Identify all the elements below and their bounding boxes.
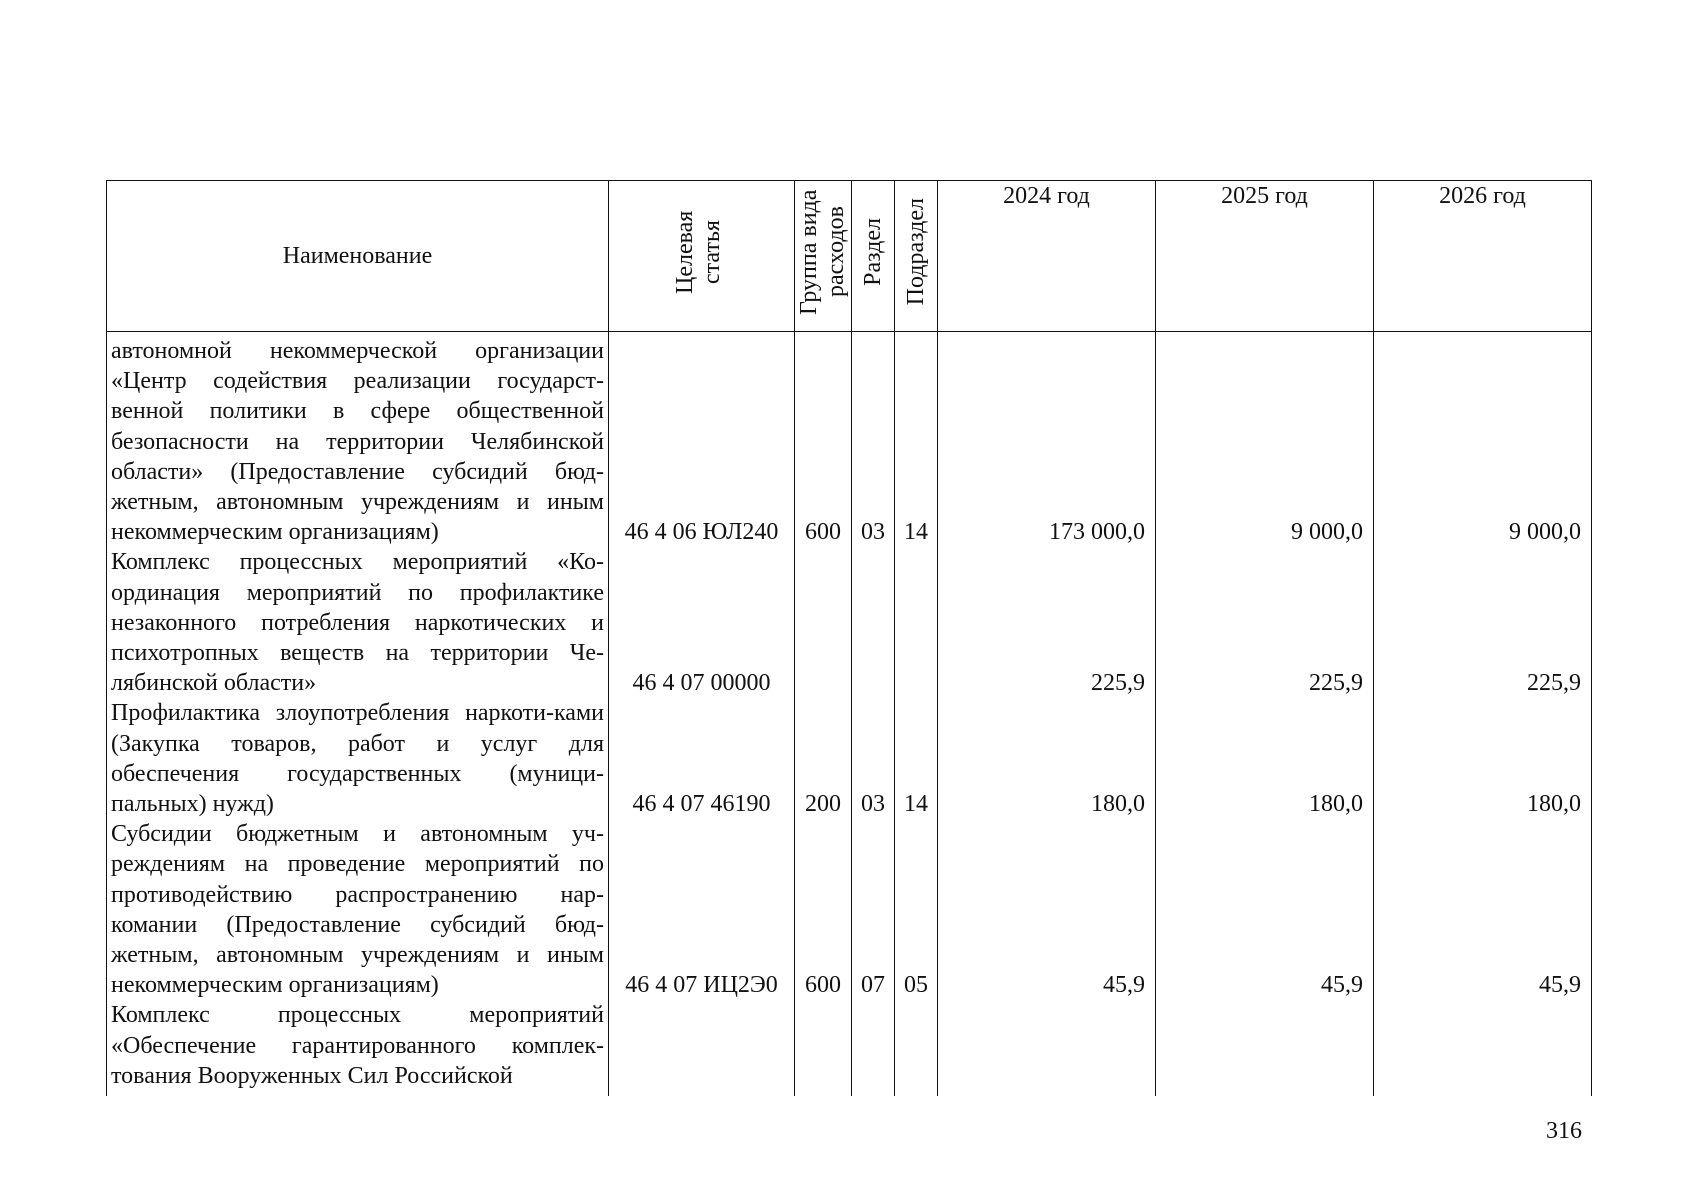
name-column	[107, 332, 609, 1097]
header-expense-group-label: Группа вида расходов	[796, 189, 849, 315]
header-subsection	[895, 181, 938, 332]
target-article-column	[609, 332, 795, 1097]
subsection-value: 14	[904, 791, 928, 817]
target-article-value: 46 4 06 ЮЛ240	[624, 519, 779, 546]
amount-2026: 180,0	[1527, 791, 1581, 817]
page-number: 316	[1546, 1118, 1582, 1144]
header-name	[107, 181, 609, 332]
table-row-name: Комплекс процессных мероприятий «Ко-ординация мероприятий по профилактике незаконного потребления наркотических и психотропных веществ на территории Че-лябинской области»	[111, 549, 604, 697]
table-row-name: Профилактика злоупотребления наркоти-ками (Закупка товаров, работ и услуг для обеспечения государственных (муници-пальных) нужд)	[111, 700, 604, 818]
expense-group-column	[795, 332, 852, 1097]
year-2026-column	[1374, 332, 1592, 1097]
amount-2025: 180,0	[1309, 791, 1363, 817]
amount-2024: 180,0	[1091, 791, 1145, 817]
amount-2024: 225,9	[1091, 670, 1145, 697]
amount-2025: 225,9	[1309, 670, 1363, 697]
target-article-value: 46 4 07 ИЦ2Э0	[625, 972, 778, 999]
subsection-value: 05	[904, 972, 928, 999]
table-header-row	[107, 181, 1592, 332]
header-year-2024-label: 2024 год	[1003, 183, 1090, 209]
header-year-2025	[1156, 181, 1374, 332]
subsection-column	[895, 332, 938, 1097]
section-value: 03	[861, 791, 885, 817]
header-year-2024	[938, 181, 1156, 332]
year-2024-column	[938, 332, 1156, 1097]
header-target-article	[609, 181, 795, 332]
header-target-article-label: Целевая статья	[671, 210, 725, 294]
amount-2026: 225,9	[1527, 670, 1581, 697]
header-subsection-label: Подраздел	[902, 198, 929, 306]
amount-2025: 9 000,0	[1291, 519, 1363, 546]
table-body-row	[107, 332, 1592, 1097]
table-row-name: Субсидии бюджетным и автономным уч-реждениям на проведение мероприятий по противодействию распространению нар-комании (Предоставление субсидий бюд-жетным, автономным учреждениям и иным некоммерческим организациям)	[111, 821, 604, 999]
amount-2024: 173 000,0	[1049, 519, 1145, 546]
header-year-2026-label: 2026 год	[1439, 183, 1526, 209]
section-value: 03	[861, 519, 885, 546]
year-2025-column	[1156, 332, 1374, 1097]
table-row-name: автономной некоммерческой организации «Центр содействия реализации государст-венной политики в сфере общественной безопасности на территории Челябинской области» (Предоставление субсидий бюд-жетным, автономным учреждениям и иным некоммерческим организациям)	[111, 338, 604, 546]
amount-2026: 45,9	[1539, 972, 1581, 999]
expense-group-value: 600	[805, 519, 841, 546]
header-year-2025-label: 2025 год	[1221, 183, 1308, 209]
amount-2024: 45,9	[1103, 972, 1145, 999]
target-article-value: 46 4 07 00000	[632, 670, 771, 697]
amount-2026: 9 000,0	[1509, 519, 1581, 546]
header-year-2026	[1374, 181, 1592, 332]
header-section	[852, 181, 895, 332]
table-row-name: Комплекс процессных мероприятий «Обеспечение гарантированного комплек-тования Вооруженных Сил Российской	[111, 1002, 604, 1089]
header-name-label: Наименование	[282, 242, 433, 269]
budget-table	[106, 180, 1592, 1096]
subsection-value: 14	[904, 519, 928, 546]
section-column	[852, 332, 895, 1097]
target-article-value: 46 4 07 46190	[632, 791, 771, 817]
amount-2025: 45,9	[1321, 972, 1363, 999]
expense-group-value: 600	[805, 972, 841, 999]
section-value: 07	[861, 972, 885, 999]
expense-group-value: 200	[805, 791, 841, 817]
header-section-label: Раздел	[859, 217, 886, 286]
header-expense-group	[795, 181, 852, 332]
